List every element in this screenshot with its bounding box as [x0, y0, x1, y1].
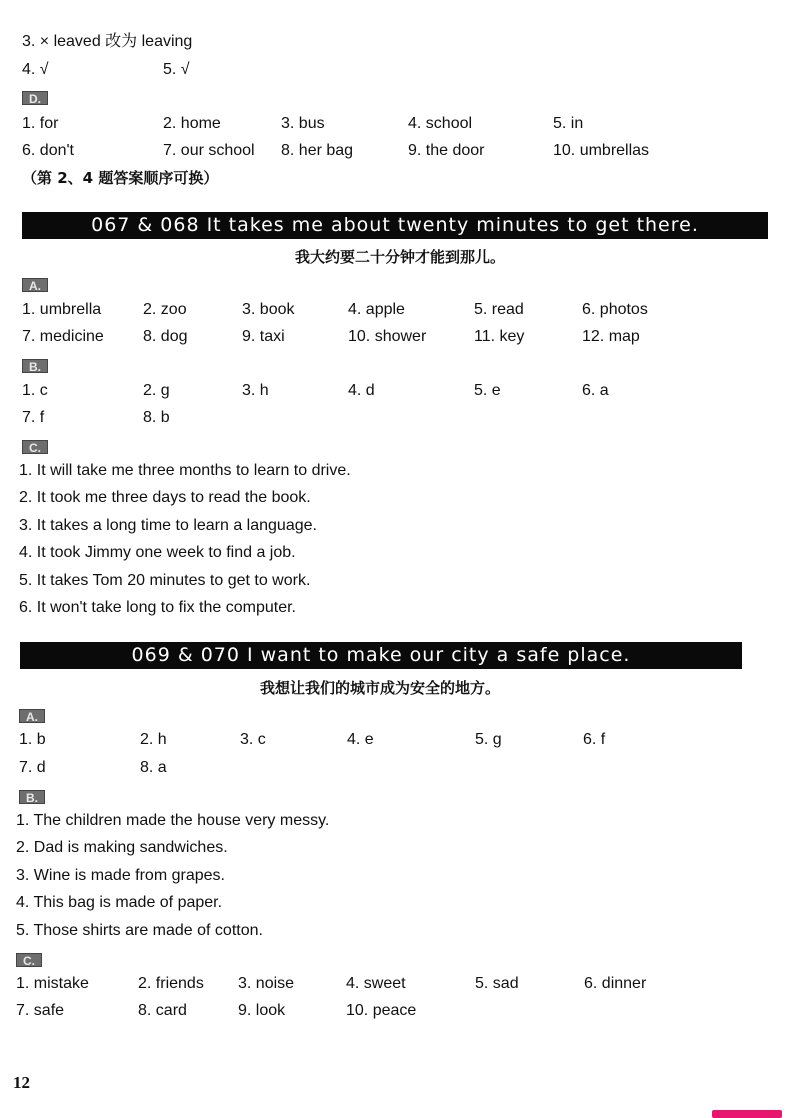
answer-item: 6. dinner — [584, 975, 647, 992]
answer-item: 5. sad — [475, 975, 519, 992]
answer-item: 7. f — [22, 409, 45, 426]
answer-item: 10. shower — [348, 328, 427, 345]
answer-item: 6. f — [583, 731, 606, 748]
answer-item: 4. √ — [22, 61, 49, 78]
answer-sentence: 5. It takes Tom 20 minutes to get to work. — [19, 572, 311, 589]
answer-sentence: 1. It will take me three months to learn to drive. — [19, 462, 351, 479]
lesson-subtitle: 我大约要二十分钟才能到那儿。 — [294, 248, 505, 266]
answer-sentence: 4. It took Jimmy one week to find a job. — [19, 544, 296, 561]
section-label-a: A. — [22, 278, 48, 292]
lesson-subtitle: 我想让我们的城市成为安全的地方。 — [259, 679, 500, 697]
answer-item: 1. c — [22, 382, 48, 399]
answer-item: 1. for — [22, 115, 59, 132]
section-label-c: C. — [22, 440, 48, 454]
answer-item: 9. look — [238, 1002, 286, 1019]
answer-item: 4. school — [408, 115, 473, 132]
answer-sentence: 3. It takes a long time to learn a language. — [19, 517, 317, 534]
answer-item: 3. c — [240, 731, 266, 748]
answer-item: 1. mistake — [16, 975, 89, 992]
answer-item: 3. bus — [281, 115, 325, 132]
answer-sentence: 2. Dad is making sandwiches. — [16, 839, 228, 856]
answer-item: 5. √ — [163, 61, 190, 78]
note: （第 2、4 题答案顺序可换） — [22, 169, 219, 187]
section-label-d: D. — [22, 91, 48, 105]
lesson-banner: 069 & 070 I want to make our city a safe place. — [20, 642, 742, 669]
answer-line: 3. × leaved 改为 leaving — [22, 33, 193, 50]
answer-item: 9. taxi — [242, 328, 285, 345]
answer-item: 2. friends — [138, 975, 204, 992]
answer-item: 3. h — [242, 382, 269, 399]
answer-item: 12. map — [582, 328, 640, 345]
answer-sentence: 4. This bag is made of paper. — [16, 894, 223, 911]
section-label-b: B. — [22, 359, 48, 373]
answer-item: 5. in — [553, 115, 584, 132]
page-edge-mark — [712, 1110, 782, 1118]
answer-item: 5. e — [474, 382, 501, 399]
answer-item: 3. noise — [238, 975, 295, 992]
answer-item: 3. book — [242, 301, 295, 318]
answer-item: 10. peace — [346, 1002, 417, 1019]
answer-item: 2. zoo — [143, 301, 187, 318]
answer-item: 8. dog — [143, 328, 188, 345]
answer-item: 4. apple — [348, 301, 405, 318]
answer-item: 2. g — [143, 382, 170, 399]
answer-item: 5. g — [475, 731, 502, 748]
answer-item: 6. a — [582, 382, 609, 399]
answer-sentence: 3. Wine is made from grapes. — [16, 867, 225, 884]
answer-sentence: 2. It took me three days to read the book. — [19, 489, 311, 506]
answer-item: 11. key — [474, 328, 525, 345]
answer-sentence: 6. It won't take long to fix the computer. — [19, 599, 296, 616]
answer-item: 4. e — [347, 731, 374, 748]
answer-item: 1. umbrella — [22, 301, 102, 318]
section-label-a: A. — [19, 709, 45, 723]
answer-item: 4. d — [348, 382, 375, 399]
section-label-b: B. — [19, 790, 45, 804]
answer-item: 8. b — [143, 409, 170, 426]
answer-sentence: 1. The children made the house very messy. — [16, 812, 330, 829]
answer-item: 2. h — [140, 731, 167, 748]
answer-item: 2. home — [163, 115, 221, 132]
answer-item: 5. read — [474, 301, 524, 318]
answer-item: 8. card — [138, 1002, 187, 1019]
answer-item: 8. her bag — [281, 142, 354, 159]
answer-item: 8. a — [140, 759, 167, 776]
answer-item: 4. sweet — [346, 975, 406, 992]
page-number: 12 — [13, 1073, 30, 1092]
section-label-c: C. — [16, 953, 42, 967]
answer-item: 7. safe — [16, 1002, 65, 1019]
answer-item: 9. the door — [408, 142, 485, 159]
answer-item: 6. don't — [22, 142, 74, 159]
lesson-banner: 067 & 068 It takes me about twenty minutes to get there. — [22, 212, 768, 239]
answer-item: 7. our school — [163, 142, 255, 159]
answer-item: 7. d — [19, 759, 46, 776]
answer-item: 6. photos — [582, 301, 648, 318]
answer-item: 1. b — [19, 731, 46, 748]
answer-item: 10. umbrellas — [553, 142, 650, 159]
answer-sentence: 5. Those shirts are made of cotton. — [16, 922, 263, 939]
answer-item: 7. medicine — [22, 328, 104, 345]
